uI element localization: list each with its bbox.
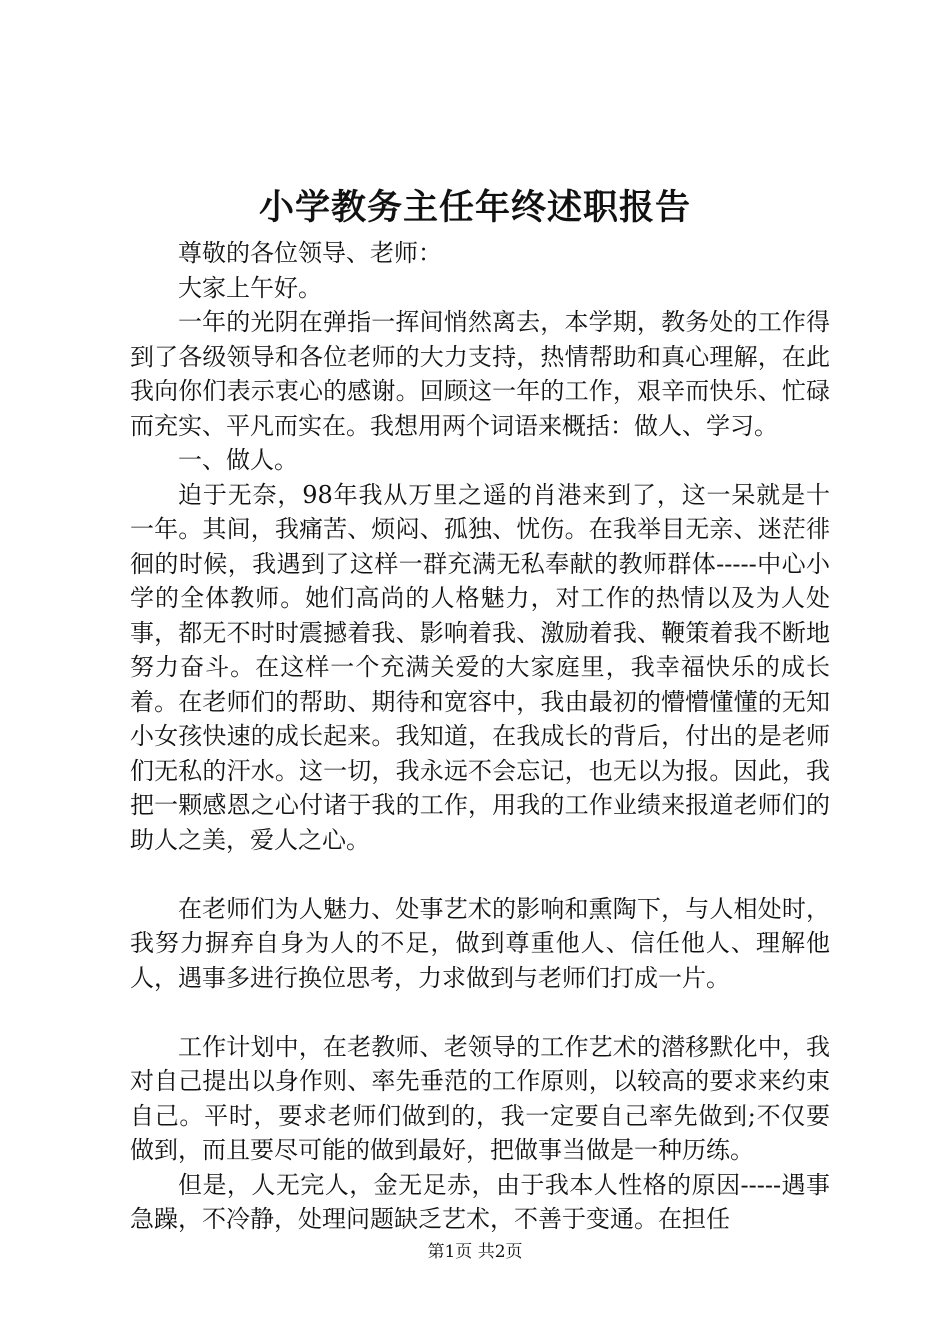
document-body (130, 236, 830, 1237)
body-paragraph: 工作计划中，在老教师、老领导的工作艺术的潜移默化中，我对自己提出以身作则、率先垂范的工作原则，以较高的要求来约束自己。平时，要求老师们做到的，我一定要自己率先做到;不仅要做到，而且要尽可能的做到最好，把做事当做是一种历练。 (130, 1032, 830, 1164)
body-paragraph: 迫于无奈，98年我从万里之遥的肖港来到了，这一呆就是十一年。其间，我痛苦、烦闷、孤独、忧伤。在我举目无亲、迷茫徘徊的时候，我遇到了这样一群充满无私奉献的教师群体-----中心小学的全体教师。她们高尚的人格魅力，对工作的热情以及为人处事，都无不时时震撼着我、影响着我、激励着我、鞭策着我不断地努力奋斗。在这样一个充满关爱的大家庭里，我幸福快乐的成长着。在老师们的帮助、期待和宽容中，我由最初的懵懵懂懂的无知小女孩快速的成长起来。我知道，在我成长的背后，付出的是老师们无私的汗水。这一切，我永远不会忘记，也无以为报。因此，我把一颗感恩之心付诸于我的工作，用我的工作业绩来报道老师们的助人之美，爱人之心。 (130, 480, 830, 854)
paragraph-spacer (130, 995, 830, 1030)
body-paragraph: 在老师们为人魅力、处事艺术的影响和熏陶下，与人相处时，我努力摒弃自身为人的不足，做到尊重他人、信任他人、理解他人，遇事多进行换位思考，力求做到与老师们打成一片。 (130, 894, 830, 992)
document-title: 小学教务主任年终述职报告 (258, 187, 691, 228)
body-paragraph: 但是，人无完人，金无足赤，由于我本人性格的原因-----遇事急躁，不冷静，处理问题缺乏艺术，不善于变通。在担任 (130, 1170, 830, 1233)
page-footer: 第1页 共2页 (427, 1242, 523, 1262)
salutation-paragraph: 尊敬的各位领导、老师： (178, 239, 442, 267)
intro-paragraph: 一年的光阴在弹指一挥间悄然离去，本学期，教务处的工作得到了各级领导和各位老师的大力支持，热情帮助和真心理解，在此我向你们表示衷心的感谢。回顾这一年的工作，艰辛而快乐、忙碌而充实、平凡而实在。我想用两个词语来概括：做人、学习。 (130, 308, 830, 440)
greeting-paragraph: 大家上午好。 (178, 273, 322, 302)
paragraph-spacer (130, 857, 830, 892)
section-heading: 一、做人。 (178, 446, 298, 474)
